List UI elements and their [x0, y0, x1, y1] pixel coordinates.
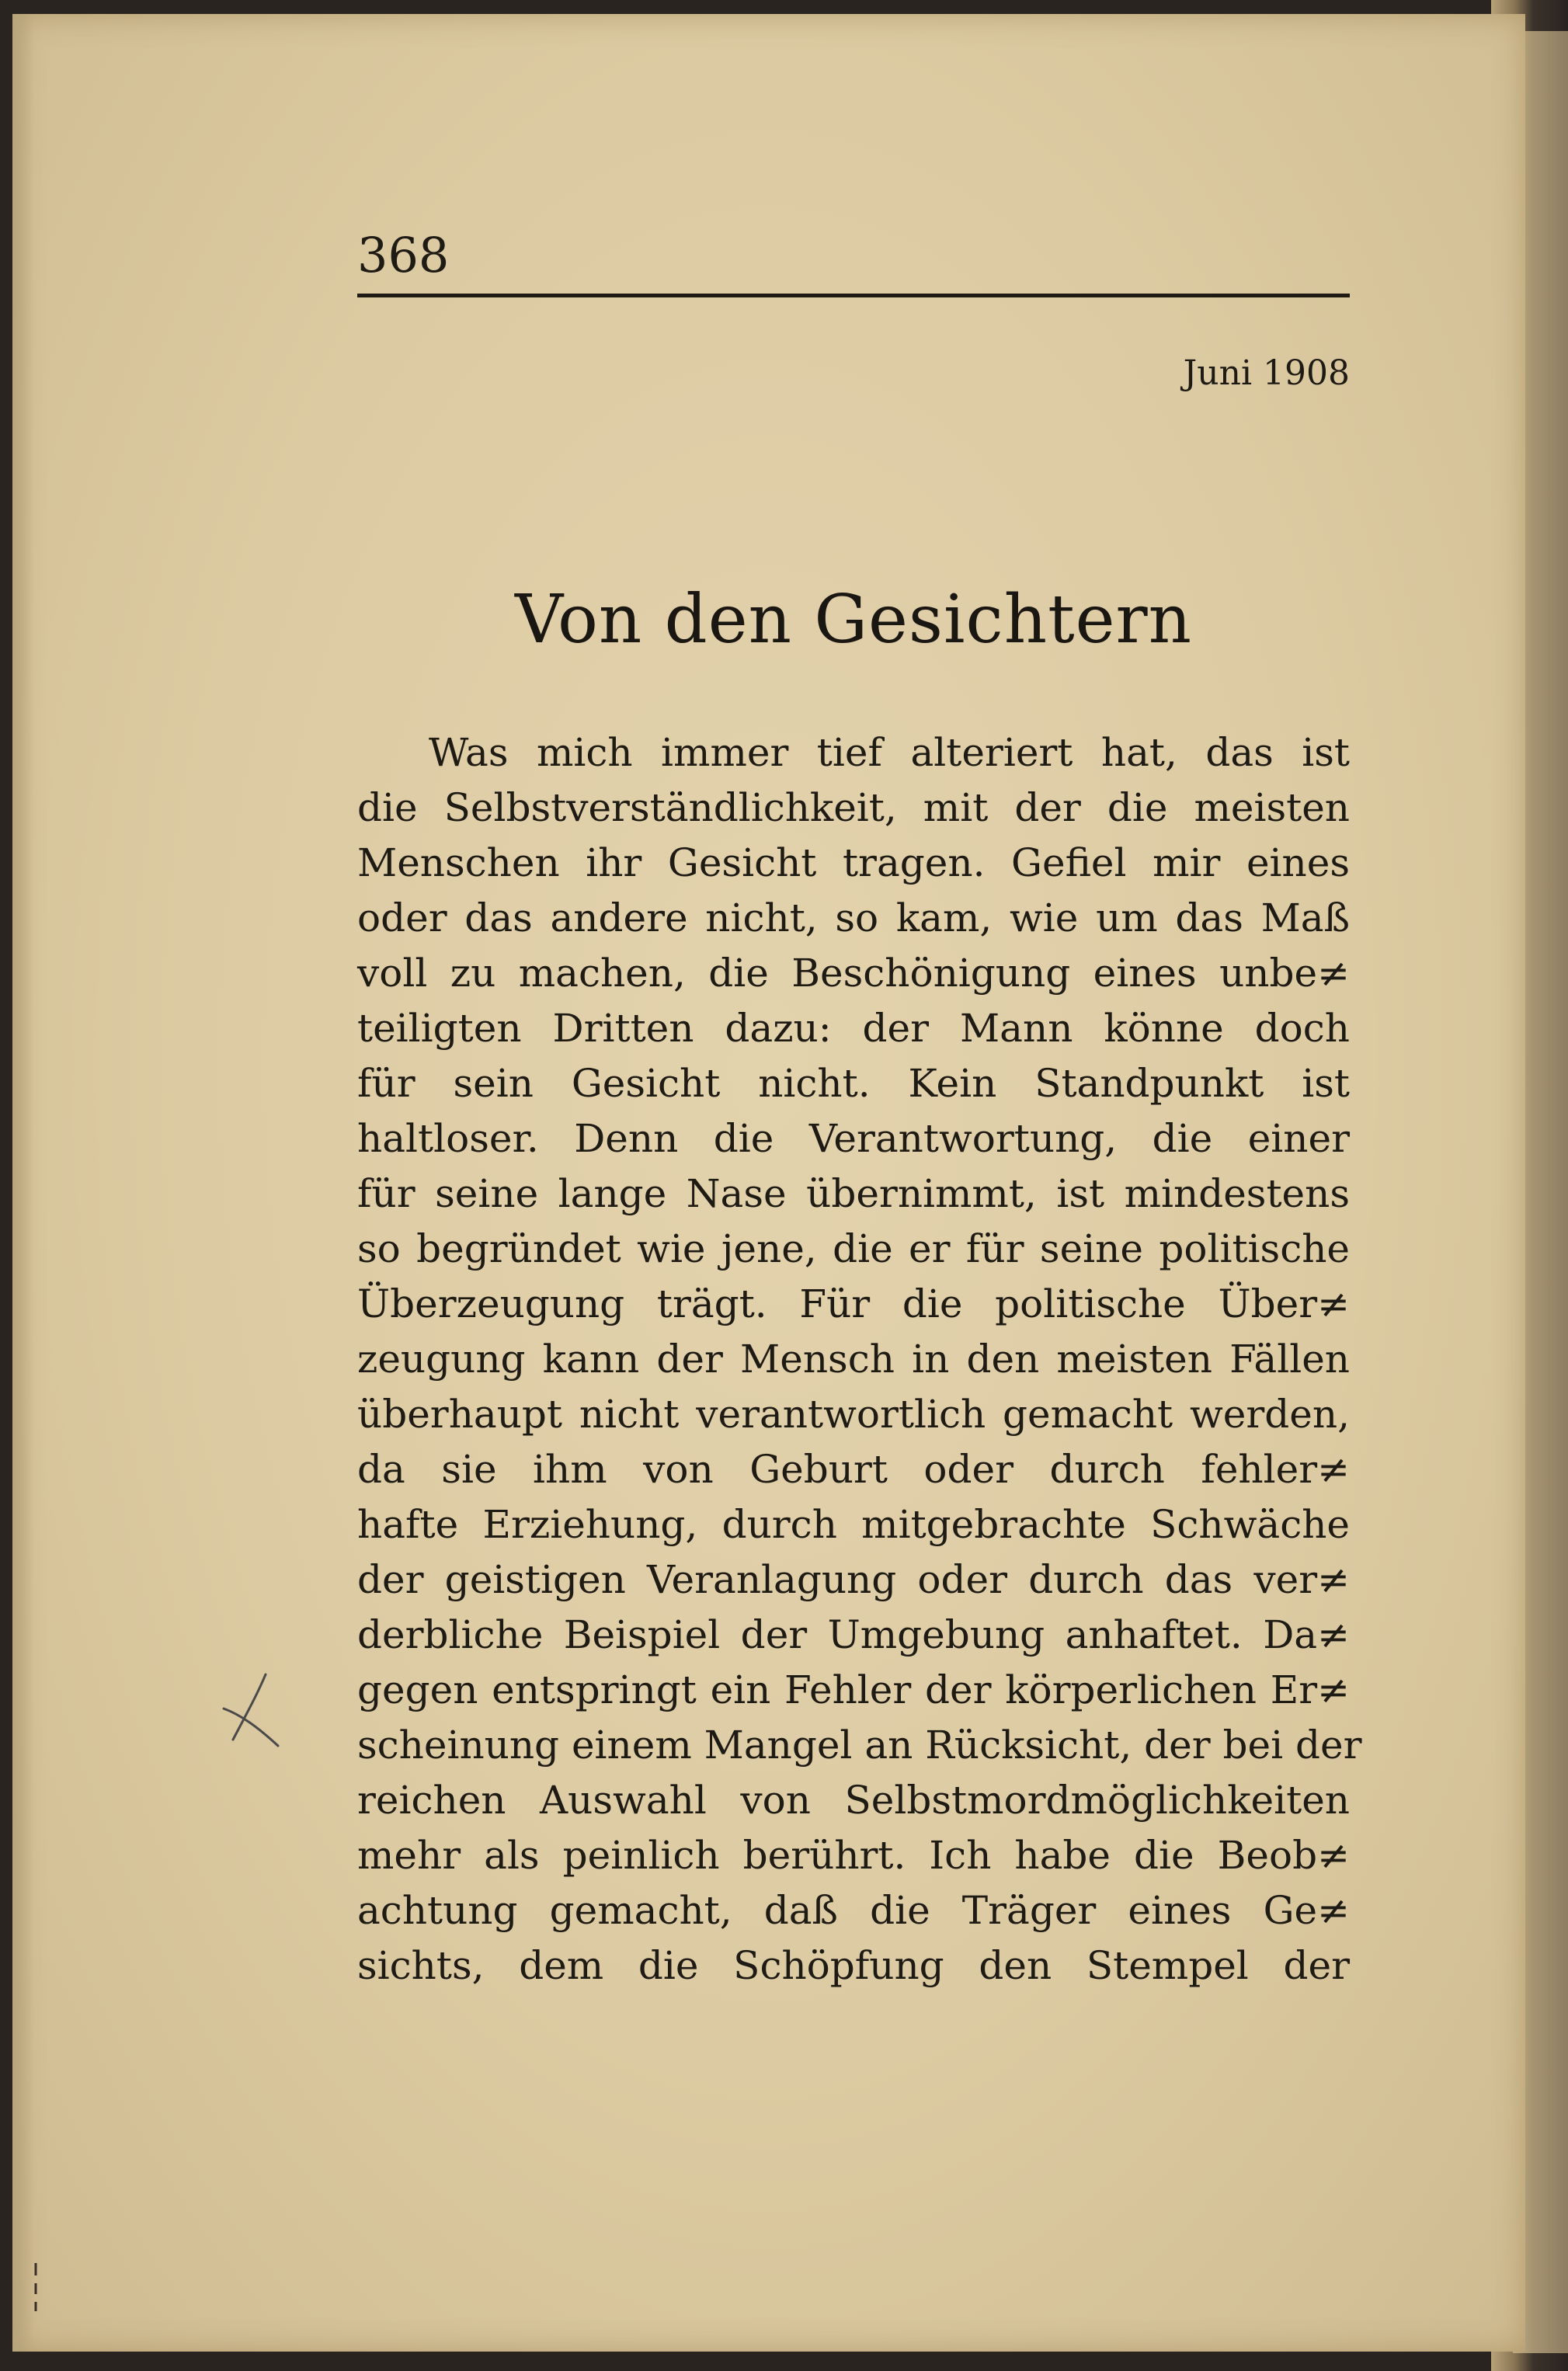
body-text: [357, 725, 1362, 1994]
header-rule: [357, 294, 1350, 297]
handwritten-x-icon: [217, 1670, 287, 1747]
body-line: scheinung einem Mangel an Rücksicht, der bei der: [357, 1723, 1362, 1768]
chapter-title: Von den Gesichtern: [514, 581, 1193, 659]
body-line: reichen Auswahl von Selbstmordmöglichkeiten: [357, 1778, 1350, 1823]
binding-marks-icon: [28, 2260, 43, 2314]
body-line: da sie ihm von Geburt oder durch fehler≠: [357, 1447, 1350, 1492]
body-line: zeugung kann der Mensch in den meisten Fällen: [357, 1337, 1350, 1382]
body-line: der geistigen Veranlagung oder durch das ver≠: [357, 1557, 1350, 1602]
body-line: hafte Erziehung, durch mitgebrachte Schwäche: [357, 1502, 1350, 1547]
page-number: 368: [357, 227, 450, 283]
body-line: so begründet wie jene, die er für seine politische: [357, 1226, 1350, 1271]
body-line: teiligten Dritten dazu: der Mann könne doch: [357, 1006, 1350, 1051]
body-line: gegen entspringt ein Fehler der körperlichen Er≠: [357, 1667, 1350, 1712]
body-line: Was mich immer tief alteriert hat, das ist: [429, 730, 1350, 775]
body-line: mehr als peinlich berührt. Ich habe die Beob≠: [357, 1833, 1350, 1878]
date-line: Juni 1908: [1183, 353, 1350, 393]
body-line: die Selbstverständlichkeit, mit der die meisten: [357, 785, 1350, 830]
body-line: Menschen ihr Gesicht tragen. Gefiel mir eines: [357, 840, 1350, 885]
body-line: derbliche Beispiel der Umgebung anhaftet. Da≠: [357, 1612, 1350, 1657]
body-line: für seine lange Nase übernimmt, ist mindestens: [357, 1171, 1350, 1216]
body-line: achtung gemacht, daß die Träger eines Ge≠: [357, 1888, 1350, 1933]
body-line: für sein Gesicht nicht. Kein Standpunkt ist: [357, 1061, 1350, 1106]
body-line: überhaupt nicht verantwortlich gemacht werden,: [357, 1392, 1350, 1437]
body-line: sichts, dem die Schöpfung den Stempel der: [357, 1943, 1350, 1988]
body-line: haltloser. Denn die Verantwortung, die einer: [357, 1116, 1350, 1161]
body-line: voll zu machen, die Beschönigung eines unbe≠: [357, 951, 1350, 996]
body-line: Überzeugung trägt. Für die politische Über≠: [357, 1281, 1350, 1326]
body-line: oder das andere nicht, so kam, wie um das Maß: [357, 895, 1350, 940]
page-left-edge: [12, 14, 34, 2352]
